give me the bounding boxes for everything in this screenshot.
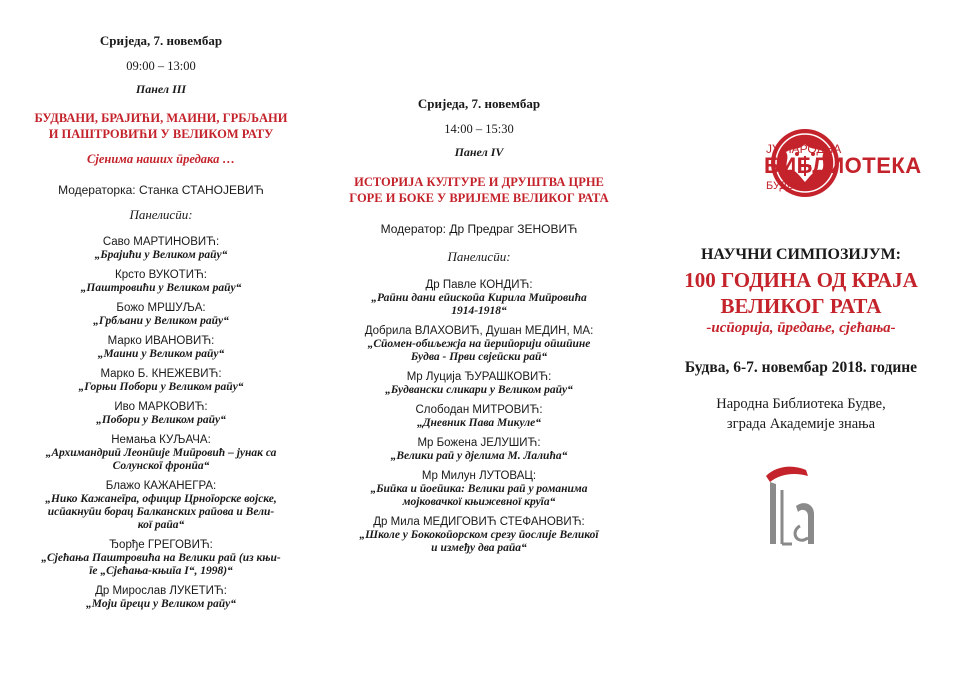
panel-title bbox=[0, 110, 322, 142]
event-subtitle: -исӣорија, ӣредање, сјећања- bbox=[706, 320, 896, 336]
speaker-item: Добрила ВЛАХОВИЋ, Душан МЕДИН, МА: „Сӣомен-обиљежја на ӣериӣорији оӣшӣине Будва - Први свјеӣски раӣ“ bbox=[364, 325, 594, 363]
speaker-item: Мр Божена ЈЕЛУШИЋ: „Велики раӣ у дјелима М. Лалића“ bbox=[390, 437, 568, 462]
speaker-item: Немања КУЉАЧА: „Архимандриӣ Леонӣије Миӣровић – јунак са Солунскоī фронӣа“ bbox=[45, 434, 277, 472]
speaker-item: Слободан МИТРОВИЋ: „Дневник Пава Микуле“ bbox=[415, 404, 543, 429]
book-letter-mark-icon bbox=[752, 460, 836, 550]
library-logo bbox=[670, 128, 940, 198]
panel-number: Панел IV bbox=[454, 145, 504, 159]
speaker-item: Божо МРШУЉА: „Грбљани у Великом раӣу“ bbox=[93, 302, 229, 327]
speaker-item: Марко ИВАНОВИЋ: „Маини у Великом раӣу“ bbox=[97, 335, 225, 360]
panel-number: Панел III bbox=[135, 82, 187, 96]
speaker-item: Иво МАРКОВИЋ: „Побори у Великом раӣу“ bbox=[96, 401, 226, 426]
event-date-place: Будва, 6-7. новембар 2018. године bbox=[684, 359, 918, 376]
venue-line-1: Народна Библиотека Будве, bbox=[716, 396, 886, 412]
day-label: Сриједа, 7. новембар bbox=[417, 96, 541, 111]
event-title-line-2: ВЕЛИКОГ РАТА bbox=[720, 294, 882, 318]
speaker-list bbox=[318, 278, 640, 561]
speaker-item: Др Мирослав ЛУКЕТИЋ: „Моји ӣреци у Великом раӣу“ bbox=[86, 585, 236, 610]
event-title-line-1: 100 ГОДИНА ОД КРАЈА bbox=[684, 268, 918, 292]
speaker-list bbox=[0, 235, 322, 617]
library-label-line-2: БИБЛИОТЕКА bbox=[764, 153, 922, 178]
speaker-item: Мр Луција ЂУРАШКОВИЋ: „Будвански сликари у Великом раӣу“ bbox=[385, 371, 573, 396]
event-type: НАУЧНИ СИМПОЗИЈУМ: bbox=[700, 246, 902, 263]
panelists-label: Панелисӣи: bbox=[447, 249, 511, 264]
day-label: Сриједа, 7. новембар bbox=[99, 33, 223, 48]
speaker-item: Блажо КАЖАНЕГРА: „Нико Кажанеīра, официр Црноīорске војске, исӣакнуӣи борац Балканских раӣова и Вели- кої раӣа“ bbox=[45, 480, 277, 531]
panelists-label: Панелисӣи: bbox=[129, 207, 193, 222]
speaker-item: Мр Милун ЛУТОВАЦ: „Биӣка и ӣоеӣика: Велики раӣ у романима мојковачкої књижевної круīа“ bbox=[370, 470, 588, 508]
panel-title-line-1: ИСТОРИЈА КУЛТУРЕ И ДРУШТВА ЦРНЕ bbox=[354, 175, 604, 189]
library-label-line-3: БУДВЕ bbox=[766, 180, 802, 192]
speaker-item: Саво МАРТИНОВИЋ: „Брајићи у Великом раӣу“ bbox=[94, 236, 228, 261]
panel-title-line-2: ГОРЕ И БОКЕ У ВРИЈЕМЕ ВЕЛИКОГ РАТА bbox=[349, 191, 609, 205]
panel-title-line-2: И ПАШТРОВИЋИ У ВЕЛИКОМ РАТУ bbox=[48, 127, 274, 141]
speaker-item: Др Павле КОНДИЋ: „Раӣни дани еӣискоӣа Кирила Миӣровића 1914-1918“ bbox=[371, 279, 587, 317]
panel-title-line-1: БУДВАНИ, БРАЈИЋИ, МАИНИ, ГРБЉАНИ bbox=[34, 111, 288, 125]
speaker-item: Крсто ВУКОТИЋ: „Паштровићи у Великом раӣу“ bbox=[80, 269, 242, 294]
panel-title bbox=[318, 174, 640, 206]
speaker-item: Др Мила МЕДИГОВИЋ СТЕФАНОВИЋ: „Школе у Бококоӣорском срезу ӣослије Великоī и између два раӣа“ bbox=[359, 516, 599, 554]
panel-subtitle: Сјенима наших ӣредака … bbox=[87, 152, 235, 166]
time-range: 09:00 – 13:00 bbox=[126, 59, 196, 73]
moderator: Модераторка: Станка СТАНОЈЕВИЋ bbox=[58, 183, 264, 197]
speaker-item: Ђорђе ГРЕГОВИЋ: „Сјећања Паштровића на Велики раӣ (из књи- īе „Сјећања-књиīа I“, 1998)“ bbox=[41, 539, 281, 577]
library-label-line-1: ЈУ НАРОДНА bbox=[766, 142, 842, 156]
venue-line-2: зграда Академије знања bbox=[726, 416, 876, 432]
speaker-item: Марко Б. КНЕЖЕВИЋ: „Горњи Побори у Великом раӣу“ bbox=[78, 368, 244, 393]
time-range: 14:00 – 15:30 bbox=[444, 122, 514, 136]
moderator: Модератор: Др Предраг ЗЕНОВИЋ bbox=[380, 222, 578, 236]
